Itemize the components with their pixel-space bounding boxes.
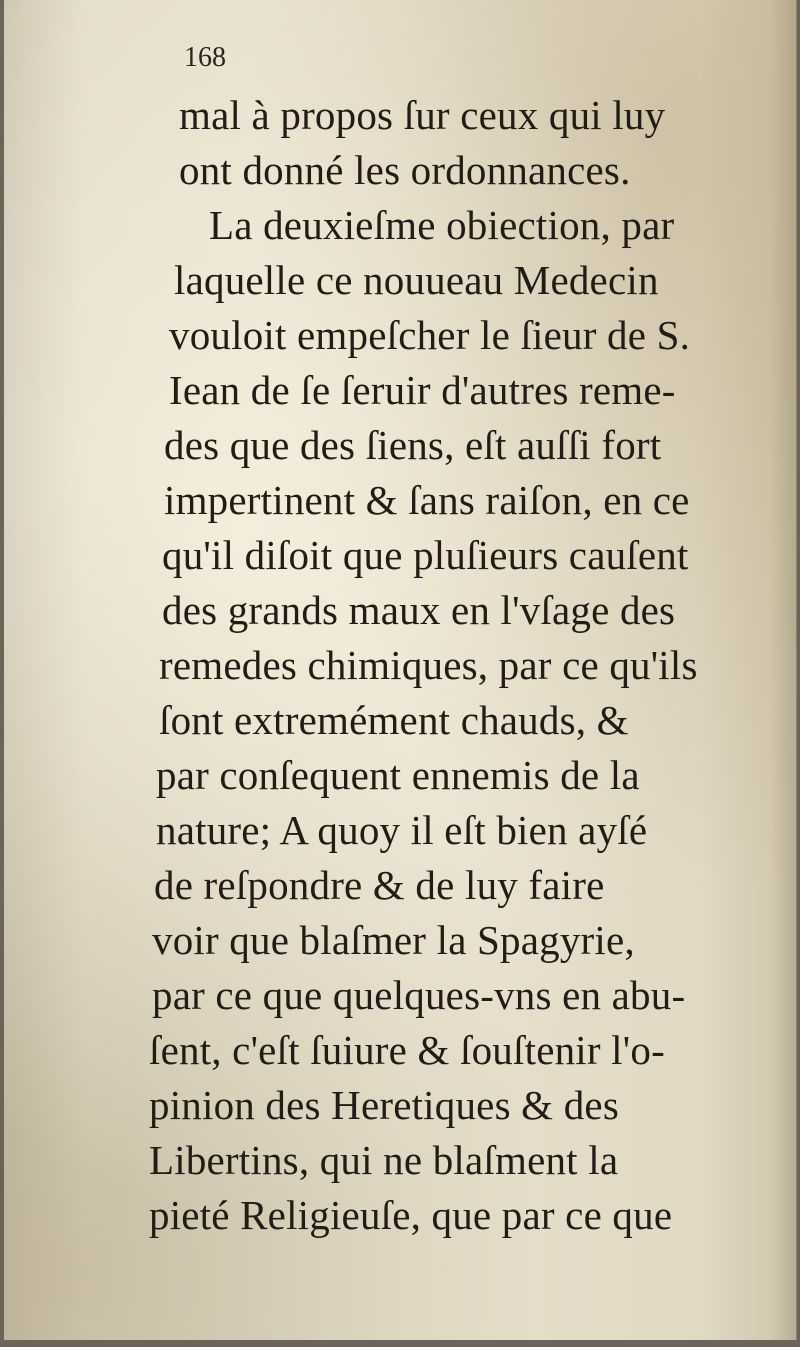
text-line: ſont extremément chauds, & [159,697,629,743]
text-line: pinion des Heretiques & des [149,1082,619,1128]
text-line: de reſpondre & de luy faire [154,862,605,908]
text-line: nature; A quoy il eſt bien ayſé [156,807,648,853]
page-edge-shadow [770,0,796,1340]
text-line: Libertins, qui ne blaſment la [149,1137,619,1183]
text-line: qu'il diſoit que pluſieurs cauſent [162,532,689,578]
text-line: remedes chimiques, par ce qu'ils [159,642,698,688]
text-line: des grands maux en l'vſage des [162,587,676,633]
text-line: impertinent & ſans raiſon, en ce [164,477,690,523]
text-line: La deuxieſme obiection, par [209,202,675,248]
text-line: ont donné les ordonnances. [179,147,631,193]
book-page [4,0,797,1340]
text-line: ſent, c'eſt ſuiure & ſouſtenir l'o- [149,1027,665,1073]
page-number: 168 [184,42,226,73]
text-line: par ce que quelques-vns en abu- [152,972,686,1018]
page-text [144,88,754,1243]
text-line: par conſequent ennemis de la [156,752,640,798]
text-line: des que des ſiens, eſt auſſi fort [164,422,662,468]
text-line: voir que blaſmer la Spagyrie, [152,917,635,963]
text-line: Iean de ſe ſeruir d'autres reme- [169,367,676,413]
text-line: mal à propos ſur ceux qui luy [179,92,666,138]
text-line: laquelle ce nouueau Medecin [174,257,659,303]
text-line: vouloit empeſcher le ſieur de S. [169,312,691,358]
text-line: pieté Religieuſe, que par ce que [149,1192,673,1238]
